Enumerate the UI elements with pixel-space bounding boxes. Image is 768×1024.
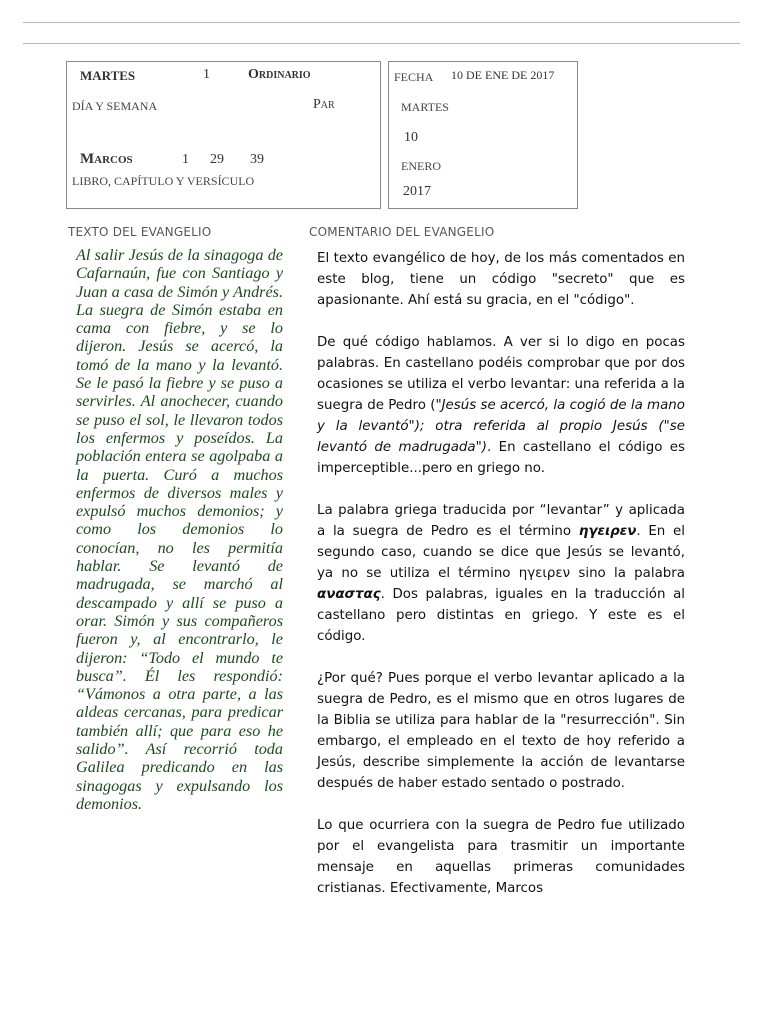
commentary-paragraph-2: De qué código hablamos. A ver si lo digo en pocas palabras. En castellano podéis comprobar que por dos ocasiones se utiliza el verbo levantar: una referida a la suegra de Pedro ("Jesús se acercó, la cogió de la mano y la levantó"); otra referida al propio Jesús ("se levantó de madrugada"). En castellano el código es imperceptible...pero en griego no.: [317, 335, 685, 476]
book-name: Marcos: [80, 151, 133, 167]
full-date: 10 DE ENE DE 2017: [451, 68, 555, 82]
liturgy-info-box: [66, 61, 381, 209]
gospel-text: Al salir Jesús de la sinagoga de Cafarnaún, fue con Santiago y Juan a casa de Simón y Andrés. La suegra de Simón estaba en cama con fiebre, y se lo dijeron. Jesús se acercó, la tomó de la mano y la levantó. Se le pasó la fiebre y se puso a servirles. Al anochecer, cuando se puso el sol, le llevaron todos los enfermos y poseídos. La población entera se agolpaba a la puerta. Curó a muchos enfermos de diversos males y expulsó muchos demonios; y como los demonios lo conocían, no les permitía hablar. Se levantó de madrugada, se marchó al descampado y allí se puso a orar. Simón y sus compañeros fueron y, al encontrarlo, le dijeron: “Todo el mundo te busca”. Él les respondió: “Vámonos a otra parte, a las aldeas cercanas, para predicar también allí; que para eso he salido”. Así recorrió toda Galilea predicando en las sinagogas y expulsando los demonios.: [76, 246, 283, 813]
gospel-section-title: TEXTO DEL EVANGELIO: [68, 225, 212, 239]
date-year: 2017: [403, 184, 431, 199]
greek-term-3: αναστας: [317, 587, 381, 602]
commentary-section-title: COMENTARIO DEL EVANGELIO: [309, 225, 495, 239]
greek-term-1: ηγειρεν: [578, 524, 637, 539]
book-caption: LIBRO, CAPÍTULO Y VERSÍCULO: [72, 174, 255, 188]
commentary-paragraph-1: El texto evangélico de hoy, de los más comentados en este blog, tiene un código "secreto" que es apasionante. Ahí está su gracia, en el "código".: [317, 251, 685, 308]
week-number: 1: [203, 67, 210, 82]
verse-end: 39: [250, 152, 264, 167]
date-box: [388, 61, 578, 209]
chapter-number: 1: [182, 152, 189, 167]
date-day: 10: [404, 130, 418, 145]
parity-label: Par: [313, 97, 335, 112]
verse-start: 29: [210, 152, 224, 167]
day-label: MARTES: [80, 68, 136, 83]
date-label: FECHA: [394, 70, 434, 84]
season-label: Ordinario: [248, 67, 311, 82]
greek-term-2: ηγειρεν: [518, 566, 571, 581]
date-month: ENERO: [401, 159, 441, 173]
commentary-paragraph-3: La palabra griega traducida por “levantar” y aplicada a la suegra de Pedro es el término ηγειρεν. En el segundo caso, cuando se dice que Jesús se levantó, ya no se utiliza el término ηγειρεν sino la palabra αναστας. Dos palabras, iguales en la traducción al castellano pero distintas en griego. Y este es el código.: [317, 503, 685, 644]
date-weekday: MARTES: [401, 100, 449, 114]
commentary-paragraph-4: ¿Por qué? Pues porque el verbo levantar aplicado a la suegra de Pedro, es el mismo que en otros lugares de la Biblia se utiliza para hablar de la "resurrección". Sin embargo, el empleado en el texto de hoy referido a Jesús, describe simplemente la acción de levantarse después de haber estado sentado o postrado.: [317, 671, 685, 791]
commentary-paragraph-5: Lo que ocurriera con la suegra de Pedro fue utilizado por el evangelista para trasmitir un importante mensaje en aquellas primeras comunidades cristianas. Efectivamente, Marcos: [317, 818, 685, 896]
second-rule: [23, 43, 740, 44]
commentary-body: [317, 248, 685, 920]
day-week-caption: DÍA Y SEMANA: [72, 99, 158, 113]
top-rule: [23, 22, 740, 23]
